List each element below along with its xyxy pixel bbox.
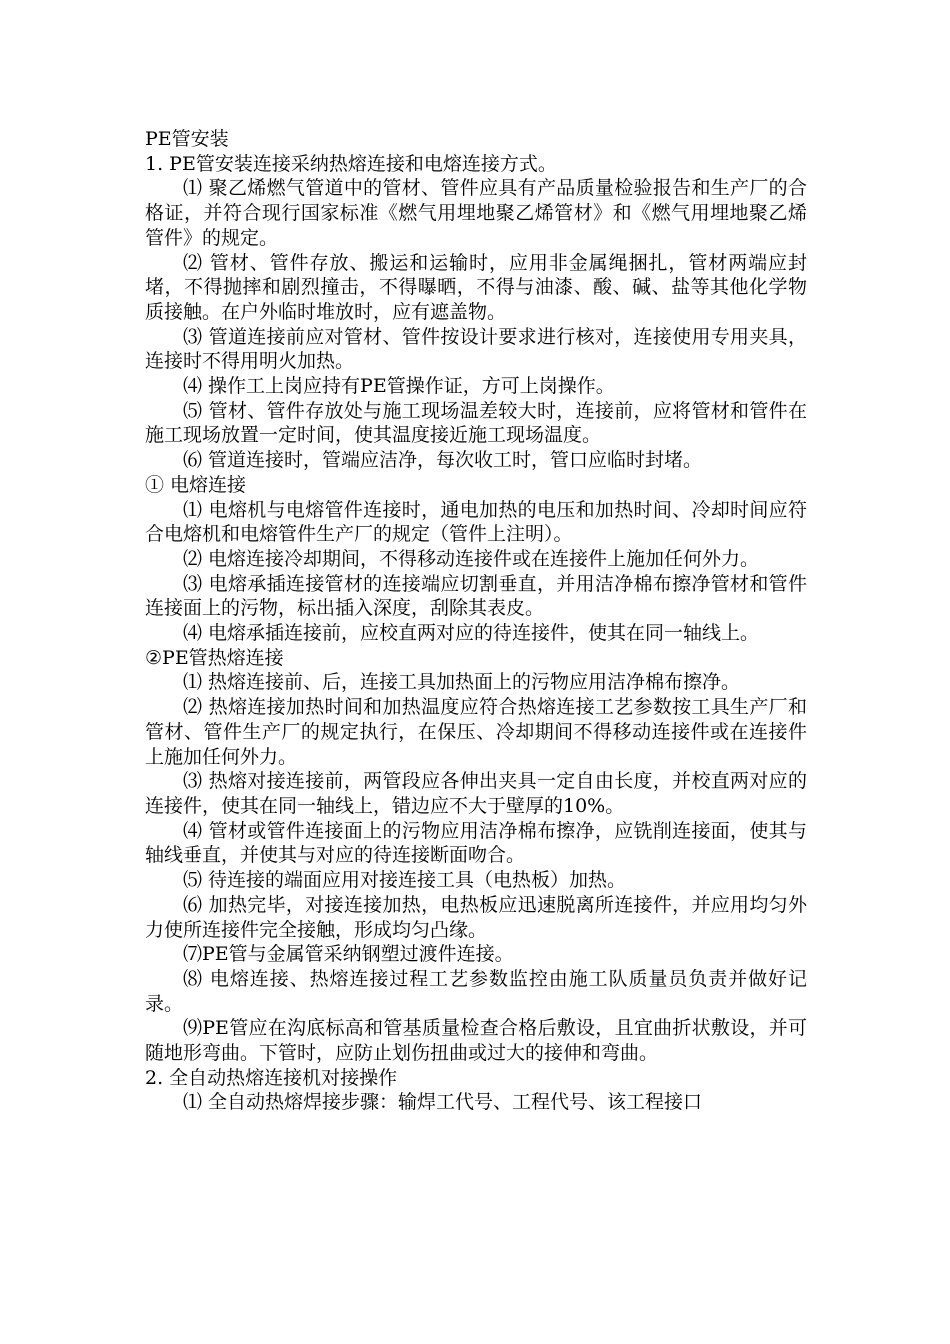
document-page — [145, 127, 807, 1115]
section-1-heading: 1. PE管安装连接采纳热熔连接和电熔连接方式。 — [145, 152, 557, 175]
paragraph: ⑷ 管材或管件连接面上的污物应用洁净棉布擦净，应铣削连接面，使其与轴线垂直，并使其与对应的待连接断面吻合。 — [145, 819, 807, 867]
paragraph: ⑵ 管材、管件存放、搬运和运输时，应用非金属绳捆扎，管材两端应封堵，不得抛摔和剧烈撞击，不得曝晒，不得与油漆、酸、碱、盐等其他化学物质接触。在户外临时堆放时，应有遮盖物。 — [145, 251, 807, 323]
paragraph: ⑶ 热熔对接连接前，两管段应各伸出夹具一定自由长度，并校直两对应的连接件，使其在同一轴线上，错边应不大于壁厚的10%。 — [145, 770, 807, 817]
subsection-hot-fusion-heading: ②PE管热熔连接 — [145, 646, 284, 669]
paragraph: ⑴ 全自动热熔焊接步骤：输焊工代号、工程代号、该工程接口 — [183, 1091, 703, 1114]
paragraph: ⑴ 聚乙烯燃气管道中的管材、管件应具有产品质量检验报告和生产厂的合格证，并符合现行国家标准《燃气用埋地聚乙烯管材》和《燃气用埋地聚乙烯管件》的规定。 — [145, 177, 807, 249]
subsection-electrofusion-heading: ① 电熔连接 — [145, 473, 247, 496]
paragraph: ⑹ 管道连接时，管端应洁净，每次收工时，管口应临时封堵。 — [183, 449, 703, 472]
paragraph: ⑻ 电熔连接、热熔连接过程工艺参数监控由施工队质量员负责并做好记录。 — [145, 967, 807, 1015]
document-title: PE管安装 — [145, 128, 229, 150]
paragraph: ⑶ 电熔承插连接管材的连接端应切割垂直，并用洁净棉布擦净管材和管件连接面上的污物，标出插入深度，刮除其表皮。 — [145, 572, 807, 620]
paragraph: ⑷ 电熔承插连接前，应校直两对应的待连接件，使其在同一轴线上。 — [183, 622, 760, 645]
paragraph: ⑹ 加热完毕，对接连接加热，电热板应迅速脱离所连接件，并应用均匀外力使所连接件完全接触，形成均匀凸缘。 — [145, 893, 807, 941]
paragraph: ⑺PE管与金属管采纳钢塑过渡件连接。 — [183, 943, 514, 966]
paragraph: ⑷ 操作工上岗应持有PE管操作证，方可上岗操作。 — [183, 375, 615, 398]
paragraph: ⑵ 热熔连接加热时间和加热温度应符合热熔连接工艺参数按工具生产厂和管材、管件生产厂的规定执行，在保压、冷却期间不得移动连接件或在连接件上施加任何外力。 — [145, 696, 807, 768]
paragraph: ⑸ 待连接的端面应用对接连接工具（电热板）加热。 — [183, 869, 627, 892]
paragraph: ⑴ 电熔机与电熔管件连接时，通电加热的电压和加热时间、冷却时间应符合电熔机和电熔管件生产厂的规定（管件上注明）。 — [145, 498, 807, 546]
paragraph: ⑶ 管道连接前应对管材、管件按设计要求进行核对，连接使用专用夹具，连接时不得用明火加热。 — [145, 325, 807, 373]
section-2-heading: 2. 全自动热熔连接机对接操作 — [145, 1066, 398, 1089]
paragraph: ⑵ 电熔连接冷却期间，不得移动连接件或在连接件上施加任何外力。 — [183, 547, 760, 570]
paragraph: ⑼PE管应在沟底标高和管基质量检查合格后敷设，且宜曲折状敷设，并可随地形弯曲。下管时，应防止划伤扭曲或过大的接伸和弯曲。 — [145, 1017, 807, 1065]
paragraph: ⑴ 热熔连接前、后，连接工具加热面上的污物应用洁净棉布擦净。 — [183, 671, 741, 694]
paragraph: ⑸ 管材、管件存放处与施工现场温差较大时，连接前，应将管材和管件在施工现场放置一定时间，使其温度接近施工现场温度。 — [145, 399, 807, 447]
